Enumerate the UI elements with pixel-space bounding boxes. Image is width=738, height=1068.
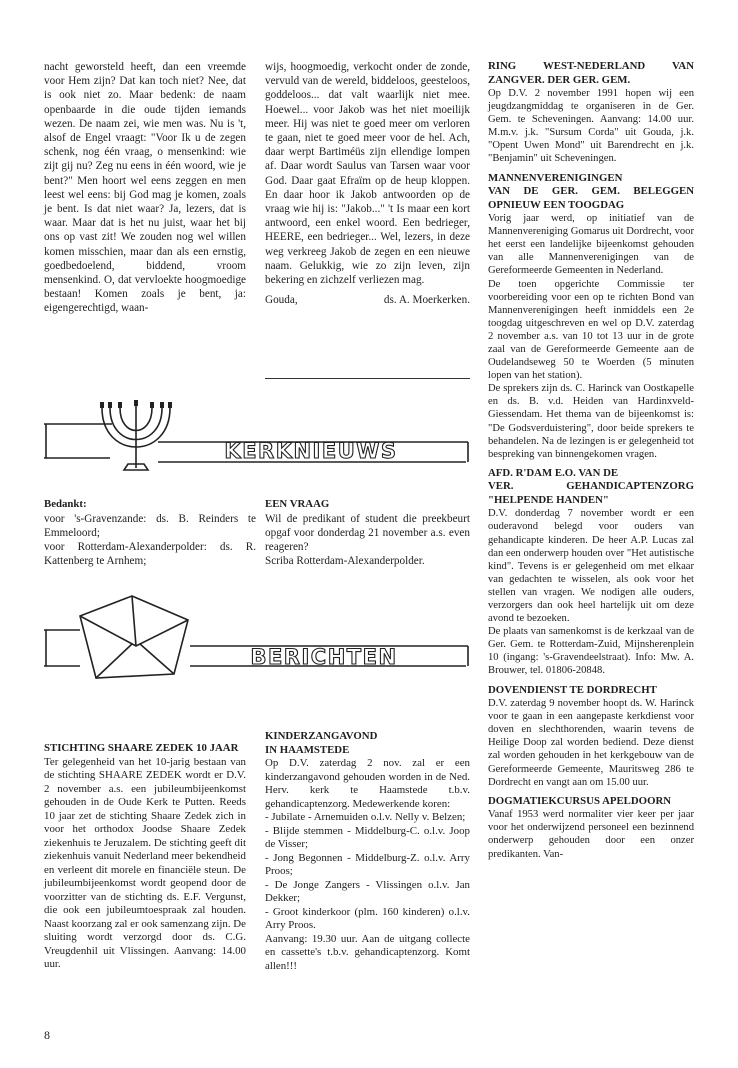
signature-place: Gouda, <box>265 294 298 307</box>
body-text: Wil de predikant of student die preekbeurt opgaf voor donderdag 21 november a.s. even reageren? Scriba Rotterdam-Alexanderpolder. <box>265 512 470 568</box>
divider <box>265 378 470 379</box>
body-text: Vorig jaar werd, op initiatief van de Mannenvereniging Gomarus uit Dordrecht, voor het eerst een landelijke bijeenkomst gehouden van alle Mannenverenigingen van de Gereformeerde Gemeenten in Nederland. De toen opgerichte Commissie ter voorbereiding voor een op te richten Bond van Mannenverenigingen heeft inmiddels een 2e toogdag uitgeschreven en wel op D.V. zaterdag 2 november a.s. van 10 tot 13 uur in de grote zaal van de Gereformeerde Gemeente aan de Oudelandseweg 50 te Woerden (5 minuten lopen van het station). De sprekers zijn ds. C. Harinck van Oostkapelle en ds. B. v.d. Heiden van Hardinxveld-Giessendam. Het thema van de bijeenkomst is: "De Godsverduistering", door beide sprekers te behandelen. Na de lezingen is er gelegenheid tot bespreking van binnengekomen vragen. <box>488 213 694 460</box>
section-heading: KINDERZANGAVOND IN HAAMSTEDE <box>265 730 378 756</box>
section-heading: DOVENDIENST TE DORDRECHT <box>488 683 657 696</box>
body-text: voor 's-Gravenzande: ds. B. Reinders te Emmeloord; voor Rotterdam-Alexanderpolder: ds. R. Kattenberg te Arnhem; <box>44 512 256 568</box>
body-text: nacht geworsteld heeft, dan een vreemde voor Hem zijn? Dat kan toch niet? Nee, dat is ook niet zo. Maar bedenk: de naam openbaarde in die oude tijden iemands wezen. De naam zei, wie men was. Nu is 't, alsof de Engel vraagt: "Voor Ik u de zegen schenk, nog één vraag, o mensenkind: wie zijt gij nu? Zeg nu eens in één woord, wie je bent?" Men hoort wel eens zeggen en men leest wel eens: bij God mag je komen, zoals je bent. Is dat niet waar? Ja, lezers, dat is waar. Maar dat is het nu juist, waar het bij ons op vast zit! We zouden nog wel willen komen misschien, maar dan als een ernstig, goedbedoelend, biddend, vroom mensenkind. O, dat vervloekte hoogmoedige bestaan! Komen zoals je bent, ja: eigengerechtigd, waan- <box>44 61 246 315</box>
section-heading: MANNENVERENIGINGEN VAN DE GER. GEM. BELEGGEN OPNIEUW EEN TOOGDAG <box>488 171 694 211</box>
banner-title: KERKNIEUWS <box>224 439 398 463</box>
een-vraag-item <box>265 498 470 568</box>
body-text: D.V. donderdag 7 november wordt er een ouderavond belegd voor ouders van gehandicapte kinderen. De heer A.P. Lucas zal dan een onderwerp houden over "Het autistische kind". Tevens is er gelegenheid om met elkaar van gedachten te wisselen, als ook voor het stellen van vragen. We nodigen alle ouders, verzorgers dan ook heel hartelijk uit om deze avond te bezoeken. De plaats van samenkomst is de kerkzaal van de Ger. Gem. te Rotterdam-Zuid, Mijnsherenplein 10 (ingang: 's-Gravendeelstraat). Info: Mw. A. Brouwer, tel. 01806-20848. <box>488 508 694 677</box>
body-text: Op D.V. zaterdag 2 nov. zal er een kinderzangavond gehouden worden in de Ned. Herv. kerk te Haamstede t.b.v. gehandicaptenzorg. Medewerkende koren: - Jubilate - Arnemuiden o.l.v. Nelly v. Belzen; - Blijde stemmen - Middelburg-C. o.l.v. Joop de Visser; - Jong Begonnen - Middelburg-Z. o.l.v. Arry Proos; - De Jonge Zangers - Vlissingen o.l.v. Jan Dekker; - Groot kinderkoor (plm. 160 kinderen) o.l.v. Arry Proos. Aanvang: 19.30 uur. Aan de uitgang collecte en cassette's t.b.v. gehandicaptenzorg. Komt allen!!! <box>265 757 470 972</box>
stichting-item <box>44 742 246 972</box>
bedankt-item <box>44 498 256 568</box>
section-heading: EEN VRAAG <box>265 498 330 510</box>
article-continuation-col1 <box>44 60 246 316</box>
kinderzang-item <box>265 730 470 973</box>
body-text: Vanaf 1953 werd normaliter vier keer per jaar voor het onderwijzend personeel een bezinnend onderwerp gehouden door een onzer predikanten. Van- <box>488 809 694 860</box>
kerknieuws-banner <box>40 398 472 480</box>
berichten-banner <box>40 586 472 682</box>
section-heading: Bedankt: <box>44 498 87 510</box>
right-column <box>488 60 694 861</box>
banner-title: BERICHTEN <box>250 645 398 669</box>
body-text: D.V. zaterdag 9 november hoopt ds. W. Harinck voor te gaan in een aangepaste kerkdienst voor doven en slechthorenden, waarin tevens de Heilige Doop zal worden bediend. Deze dienst zal worden gehouden in het kerkgebouw van de Gereformeerde Gemeente, Mauritsweg 286 te Dordrecht en vangt aan om 15.00 uur. <box>488 698 694 788</box>
body-text: Ter gelegenheid van het 10-jarig bestaan van de stichting SHAARE ZEDEK wordt er D.V. 2 november a.s. een jubileumbijeenkomst gehouden in de Oude Kerk te Putten. Reeds 10 jaar zet de stichting Shaare Zedek zich in voor het orthodox Joodse Shaare Zedek ziekenhuis te Jeruzalem. De stichting geeft dit ziekenhuis vanuit Nederland meer bekendheid en verleent dit morele en financiële steun. De jubileumbijeenkomst wordt geopend door de voorzitter van de stichting ds. E.F. Vergunst, die ook een jubileumtoespraak zal houden. Naast koorzang zal er ook samenzang zijn. De sluiting wordt verzorgd door ds. C.G. Vreugdenhil uit Vlissingen. Aanvang: 14.00 uur. <box>44 755 247 970</box>
article-continuation-col2 <box>265 60 470 307</box>
signature <box>265 293 470 307</box>
signature-author: ds. A. Moerkerken. <box>383 294 470 307</box>
section-heading: STICHTING SHAARE ZEDEK 10 JAAR <box>44 742 239 754</box>
section-heading: DOGMATIEKCURSUS APELDOORN <box>488 794 672 807</box>
section-heading: RING WEST-NEDERLAND VAN ZANGVER. DER GER. GEM. <box>488 60 694 86</box>
body-text: wijs, hoogmoedig, verkocht onder de zonde, vervuld van de wereld, biddeloos, geesteloos, goddeloos... dat valt waarlijk niet mee. Hoewel... voor Jakob was het niet moeilijk meer. Hij was niet te goed meer om verloren te gaan, niet te goed meer voor de hel. Ach, daar werpt Bartiméüs zijn ellendige lompen af. Daar wordt Saulus van Tarsen waar voor God. Daar gaat Efraïm op de heup kloppen. En daar hoor ik Jakob antwoorden op de vraag wie hij is: "Jakob..." 't Is maar een kort antwoord, een enkel woord. Een bedrieger, HEERE, een bedrieger... Wel, lezers, in deze weg verkreeg Jakob de zegen en een nieuwe naam. Gelukkig, wie zo zijn leven, zijn bekering en zichzelf verliezen mag. <box>265 61 470 287</box>
section-heading: AFD. R'DAM E.O. VAN DE VER. GEHANDICAPTENZORG "HELPENDE HANDEN" <box>488 466 694 506</box>
page-number: 8 <box>44 1028 50 1042</box>
body-text: Op D.V. 2 november 1991 hopen wij een jeugdzangmiddag te organiseren in de Ger. Gem. te Scheveningen. Aanvang: 14.00 uur. M.m.v. j.k. "Sursum Corda" uit Gouda, j.k. "Opent Uwen Mond" uit Barendrecht en j.k. "Benjamin" uit Scheveningen. <box>488 88 694 165</box>
